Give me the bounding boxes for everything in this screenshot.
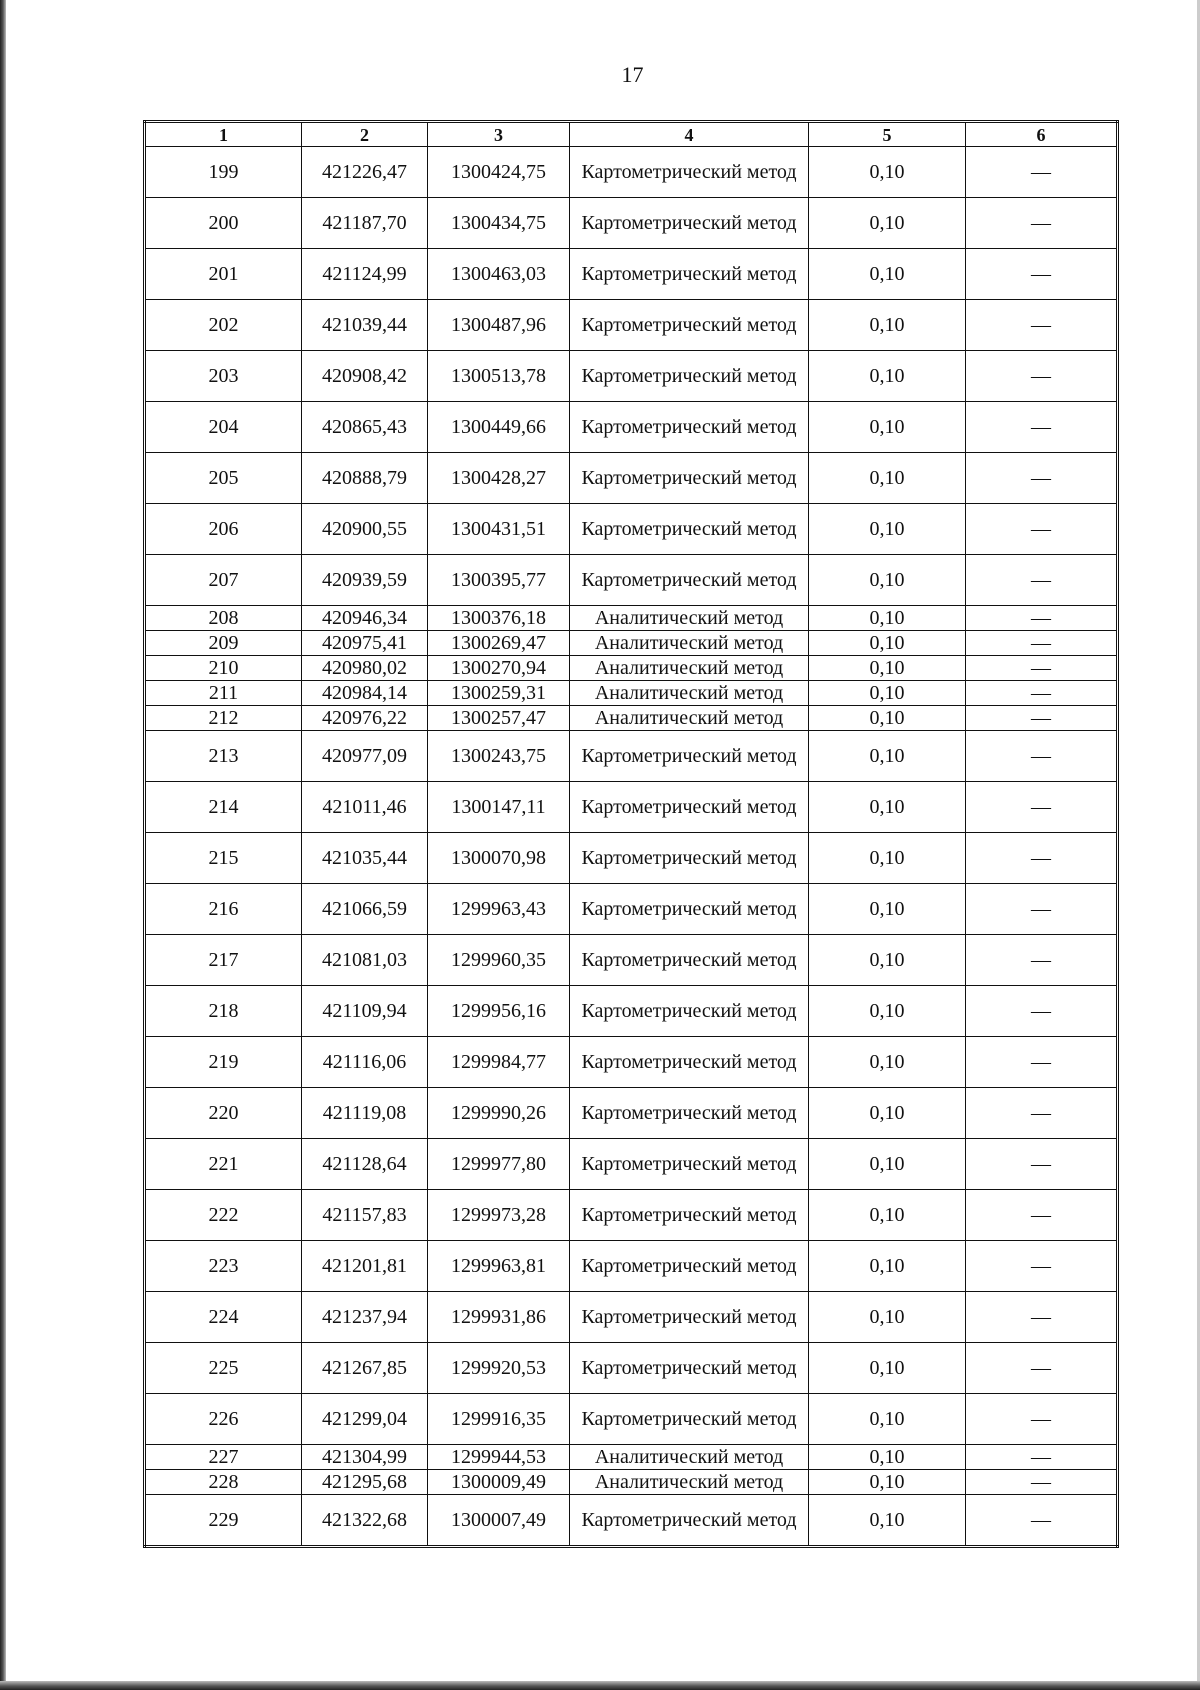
accuracy-cell: 0,10 [809, 1343, 966, 1394]
x-coordinate-cell: 420865,43 [302, 402, 428, 453]
accuracy-cell: 0,10 [809, 833, 966, 884]
x-coordinate-cell: 421267,85 [302, 1343, 428, 1394]
accuracy-cell: 0,10 [809, 1470, 966, 1495]
point-number-cell: 211 [145, 681, 302, 706]
accuracy-cell: 0,10 [809, 731, 966, 782]
note-cell: — [966, 782, 1118, 833]
y-coordinate-cell: 1300257,47 [428, 706, 570, 731]
accuracy-cell: 0,10 [809, 631, 966, 656]
y-coordinate-cell: 1300487,96 [428, 300, 570, 351]
note-cell: — [966, 884, 1118, 935]
table-row [145, 681, 1118, 706]
method-cell: Аналитический метод [570, 606, 809, 631]
note-cell: — [966, 935, 1118, 986]
accuracy-cell: 0,10 [809, 1037, 966, 1088]
accuracy-cell: 0,10 [809, 300, 966, 351]
method-cell: Картометрический метод [570, 555, 809, 606]
table-row [145, 1470, 1118, 1495]
point-number-cell: 208 [145, 606, 302, 631]
point-number-cell: 220 [145, 1088, 302, 1139]
note-cell: — [966, 147, 1118, 198]
x-coordinate-cell: 421124,99 [302, 249, 428, 300]
method-cell: Картометрический метод [570, 1037, 809, 1088]
y-coordinate-cell: 1299984,77 [428, 1037, 570, 1088]
x-coordinate-cell: 420975,41 [302, 631, 428, 656]
y-coordinate-cell: 1299920,53 [428, 1343, 570, 1394]
note-cell: — [966, 656, 1118, 681]
x-coordinate-cell: 421128,64 [302, 1139, 428, 1190]
method-cell: Картометрический метод [570, 986, 809, 1037]
x-coordinate-cell: 420977,09 [302, 731, 428, 782]
table-row [145, 1139, 1118, 1190]
table-row [145, 1343, 1118, 1394]
y-coordinate-cell: 1300269,47 [428, 631, 570, 656]
y-coordinate-cell: 1300243,75 [428, 731, 570, 782]
point-number-cell: 226 [145, 1394, 302, 1445]
note-cell: — [966, 1292, 1118, 1343]
y-coordinate-cell: 1300009,49 [428, 1470, 570, 1495]
page-number: 17 [621, 62, 644, 87]
y-coordinate-cell: 1300270,94 [428, 656, 570, 681]
table-row [145, 884, 1118, 935]
y-coordinate-cell: 1299963,43 [428, 884, 570, 935]
x-coordinate-cell: 420900,55 [302, 504, 428, 555]
point-number-cell: 200 [145, 198, 302, 249]
table-row [145, 453, 1118, 504]
x-coordinate-cell: 421157,83 [302, 1190, 428, 1241]
accuracy-cell: 0,10 [809, 402, 966, 453]
table-row [145, 706, 1118, 731]
x-coordinate-cell: 421322,68 [302, 1495, 428, 1547]
x-coordinate-cell: 421116,06 [302, 1037, 428, 1088]
point-number-cell: 206 [145, 504, 302, 555]
header-col-4: 4 [570, 122, 809, 147]
y-coordinate-cell: 1300449,66 [428, 402, 570, 453]
method-cell: Аналитический метод [570, 631, 809, 656]
table-row [145, 249, 1118, 300]
method-cell: Аналитический метод [570, 656, 809, 681]
table-row [145, 198, 1118, 249]
point-number-cell: 212 [145, 706, 302, 731]
accuracy-cell: 0,10 [809, 1292, 966, 1343]
point-number-cell: 221 [145, 1139, 302, 1190]
accuracy-cell: 0,10 [809, 656, 966, 681]
point-number-cell: 218 [145, 986, 302, 1037]
y-coordinate-cell: 1300007,49 [428, 1495, 570, 1547]
point-number-cell: 201 [145, 249, 302, 300]
note-cell: — [966, 198, 1118, 249]
scan-edge-bottom [0, 1681, 1200, 1690]
table-row [145, 986, 1118, 1037]
note-cell: — [966, 351, 1118, 402]
header-col-1: 1 [145, 122, 302, 147]
header-row [145, 122, 1118, 147]
note-cell: — [966, 631, 1118, 656]
note-cell: — [966, 453, 1118, 504]
method-cell: Картометрический метод [570, 504, 809, 555]
method-cell: Картометрический метод [570, 1241, 809, 1292]
x-coordinate-cell: 421187,70 [302, 198, 428, 249]
table-row [145, 351, 1118, 402]
accuracy-cell: 0,10 [809, 1394, 966, 1445]
y-coordinate-cell: 1299916,35 [428, 1394, 570, 1445]
point-number-cell: 229 [145, 1495, 302, 1547]
y-coordinate-cell: 1299990,26 [428, 1088, 570, 1139]
point-number-cell: 202 [145, 300, 302, 351]
table-row [145, 1088, 1118, 1139]
method-cell: Картометрический метод [570, 1190, 809, 1241]
x-coordinate-cell: 420946,34 [302, 606, 428, 631]
x-coordinate-cell: 421109,94 [302, 986, 428, 1037]
x-coordinate-cell: 421299,04 [302, 1394, 428, 1445]
point-number-cell: 210 [145, 656, 302, 681]
y-coordinate-cell: 1300070,98 [428, 833, 570, 884]
y-coordinate-cell: 1300259,31 [428, 681, 570, 706]
x-coordinate-cell: 420908,42 [302, 351, 428, 402]
accuracy-cell: 0,10 [809, 935, 966, 986]
note-cell: — [966, 504, 1118, 555]
method-cell: Аналитический метод [570, 681, 809, 706]
point-number-cell: 223 [145, 1241, 302, 1292]
y-coordinate-cell: 1300463,03 [428, 249, 570, 300]
accuracy-cell: 0,10 [809, 351, 966, 402]
table-row [145, 1037, 1118, 1088]
y-coordinate-cell: 1300434,75 [428, 198, 570, 249]
note-cell: — [966, 402, 1118, 453]
accuracy-cell: 0,10 [809, 782, 966, 833]
header-col-2: 2 [302, 122, 428, 147]
point-number-cell: 204 [145, 402, 302, 453]
method-cell: Аналитический метод [570, 706, 809, 731]
table-row [145, 147, 1118, 198]
table-row [145, 300, 1118, 351]
x-coordinate-cell: 421081,03 [302, 935, 428, 986]
accuracy-cell: 0,10 [809, 986, 966, 1037]
method-cell: Картометрический метод [570, 1343, 809, 1394]
point-number-cell: 205 [145, 453, 302, 504]
point-number-cell: 228 [145, 1470, 302, 1495]
table-row [145, 1495, 1118, 1547]
note-cell: — [966, 555, 1118, 606]
note-cell: — [966, 1343, 1118, 1394]
note-cell: — [966, 1241, 1118, 1292]
point-number-cell: 209 [145, 631, 302, 656]
header-col-3: 3 [428, 122, 570, 147]
point-number-cell: 227 [145, 1445, 302, 1470]
method-cell: Картометрический метод [570, 884, 809, 935]
table-row [145, 606, 1118, 631]
note-cell: — [966, 681, 1118, 706]
y-coordinate-cell: 1299960,35 [428, 935, 570, 986]
method-cell: Картометрический метод [570, 198, 809, 249]
accuracy-cell: 0,10 [809, 453, 966, 504]
y-coordinate-cell: 1300395,77 [428, 555, 570, 606]
x-coordinate-cell: 421039,44 [302, 300, 428, 351]
table-row [145, 731, 1118, 782]
method-cell: Картометрический метод [570, 833, 809, 884]
method-cell: Аналитический метод [570, 1445, 809, 1470]
header-col-5: 5 [809, 122, 966, 147]
x-coordinate-cell: 421201,81 [302, 1241, 428, 1292]
header-col-6: 6 [966, 122, 1118, 147]
table-row [145, 1445, 1118, 1470]
table-row [145, 555, 1118, 606]
accuracy-cell: 0,10 [809, 147, 966, 198]
table-row [145, 402, 1118, 453]
x-coordinate-cell: 421066,59 [302, 884, 428, 935]
accuracy-cell: 0,10 [809, 555, 966, 606]
point-number-cell: 217 [145, 935, 302, 986]
method-cell: Аналитический метод [570, 1470, 809, 1495]
accuracy-cell: 0,10 [809, 1190, 966, 1241]
note-cell: — [966, 300, 1118, 351]
x-coordinate-cell: 421226,47 [302, 147, 428, 198]
table-row [145, 935, 1118, 986]
method-cell: Картометрический метод [570, 249, 809, 300]
y-coordinate-cell: 1300428,27 [428, 453, 570, 504]
note-cell: — [966, 1394, 1118, 1445]
method-cell: Картометрический метод [570, 1394, 809, 1445]
coordinates-table [143, 120, 1119, 1548]
table-row [145, 504, 1118, 555]
point-number-cell: 225 [145, 1343, 302, 1394]
scan-edge-left [0, 0, 6, 1690]
x-coordinate-cell: 421119,08 [302, 1088, 428, 1139]
x-coordinate-cell: 420976,22 [302, 706, 428, 731]
x-coordinate-cell: 421295,68 [302, 1470, 428, 1495]
method-cell: Картометрический метод [570, 453, 809, 504]
method-cell: Картометрический метод [570, 1495, 809, 1547]
method-cell: Картометрический метод [570, 1139, 809, 1190]
accuracy-cell: 0,10 [809, 1241, 966, 1292]
y-coordinate-cell: 1299956,16 [428, 986, 570, 1037]
note-cell: — [966, 1190, 1118, 1241]
y-coordinate-cell: 1299931,86 [428, 1292, 570, 1343]
table-row [145, 1394, 1118, 1445]
note-cell: — [966, 606, 1118, 631]
accuracy-cell: 0,10 [809, 606, 966, 631]
note-cell: — [966, 1037, 1118, 1088]
table-row [145, 656, 1118, 681]
note-cell: — [966, 833, 1118, 884]
note-cell: — [966, 1088, 1118, 1139]
note-cell: — [966, 1470, 1118, 1495]
note-cell: — [966, 1139, 1118, 1190]
table-row [145, 782, 1118, 833]
x-coordinate-cell: 420888,79 [302, 453, 428, 504]
x-coordinate-cell: 421011,46 [302, 782, 428, 833]
y-coordinate-cell: 1300513,78 [428, 351, 570, 402]
point-number-cell: 214 [145, 782, 302, 833]
accuracy-cell: 0,10 [809, 706, 966, 731]
note-cell: — [966, 1495, 1118, 1547]
y-coordinate-cell: 1299973,28 [428, 1190, 570, 1241]
method-cell: Картометрический метод [570, 782, 809, 833]
x-coordinate-cell: 420939,59 [302, 555, 428, 606]
y-coordinate-cell: 1300431,51 [428, 504, 570, 555]
accuracy-cell: 0,10 [809, 1139, 966, 1190]
x-coordinate-cell: 421237,94 [302, 1292, 428, 1343]
point-number-cell: 199 [145, 147, 302, 198]
x-coordinate-cell: 420980,02 [302, 656, 428, 681]
point-number-cell: 224 [145, 1292, 302, 1343]
y-coordinate-cell: 1300376,18 [428, 606, 570, 631]
y-coordinate-cell: 1299944,53 [428, 1445, 570, 1470]
point-number-cell: 216 [145, 884, 302, 935]
accuracy-cell: 0,10 [809, 249, 966, 300]
point-number-cell: 219 [145, 1037, 302, 1088]
x-coordinate-cell: 421035,44 [302, 833, 428, 884]
table-row [145, 631, 1118, 656]
table-row [145, 1190, 1118, 1241]
method-cell: Картометрический метод [570, 1088, 809, 1139]
note-cell: — [966, 706, 1118, 731]
accuracy-cell: 0,10 [809, 1495, 966, 1547]
accuracy-cell: 0,10 [809, 884, 966, 935]
accuracy-cell: 0,10 [809, 504, 966, 555]
y-coordinate-cell: 1299963,81 [428, 1241, 570, 1292]
table-row [145, 1292, 1118, 1343]
x-coordinate-cell: 420984,14 [302, 681, 428, 706]
point-number-cell: 213 [145, 731, 302, 782]
note-cell: — [966, 249, 1118, 300]
accuracy-cell: 0,10 [809, 681, 966, 706]
method-cell: Картометрический метод [570, 402, 809, 453]
point-number-cell: 222 [145, 1190, 302, 1241]
note-cell: — [966, 1445, 1118, 1470]
method-cell: Картометрический метод [570, 300, 809, 351]
accuracy-cell: 0,10 [809, 1445, 966, 1470]
note-cell: — [966, 731, 1118, 782]
point-number-cell: 215 [145, 833, 302, 884]
y-coordinate-cell: 1300147,11 [428, 782, 570, 833]
note-cell: — [966, 986, 1118, 1037]
table-row [145, 833, 1118, 884]
table-row [145, 1241, 1118, 1292]
accuracy-cell: 0,10 [809, 198, 966, 249]
method-cell: Картометрический метод [570, 147, 809, 198]
method-cell: Картометрический метод [570, 1292, 809, 1343]
y-coordinate-cell: 1299977,80 [428, 1139, 570, 1190]
method-cell: Картометрический метод [570, 935, 809, 986]
point-number-cell: 207 [145, 555, 302, 606]
method-cell: Картометрический метод [570, 731, 809, 782]
x-coordinate-cell: 421304,99 [302, 1445, 428, 1470]
y-coordinate-cell: 1300424,75 [428, 147, 570, 198]
table-body [145, 147, 1118, 1547]
method-cell: Картометрический метод [570, 351, 809, 402]
point-number-cell: 203 [145, 351, 302, 402]
accuracy-cell: 0,10 [809, 1088, 966, 1139]
